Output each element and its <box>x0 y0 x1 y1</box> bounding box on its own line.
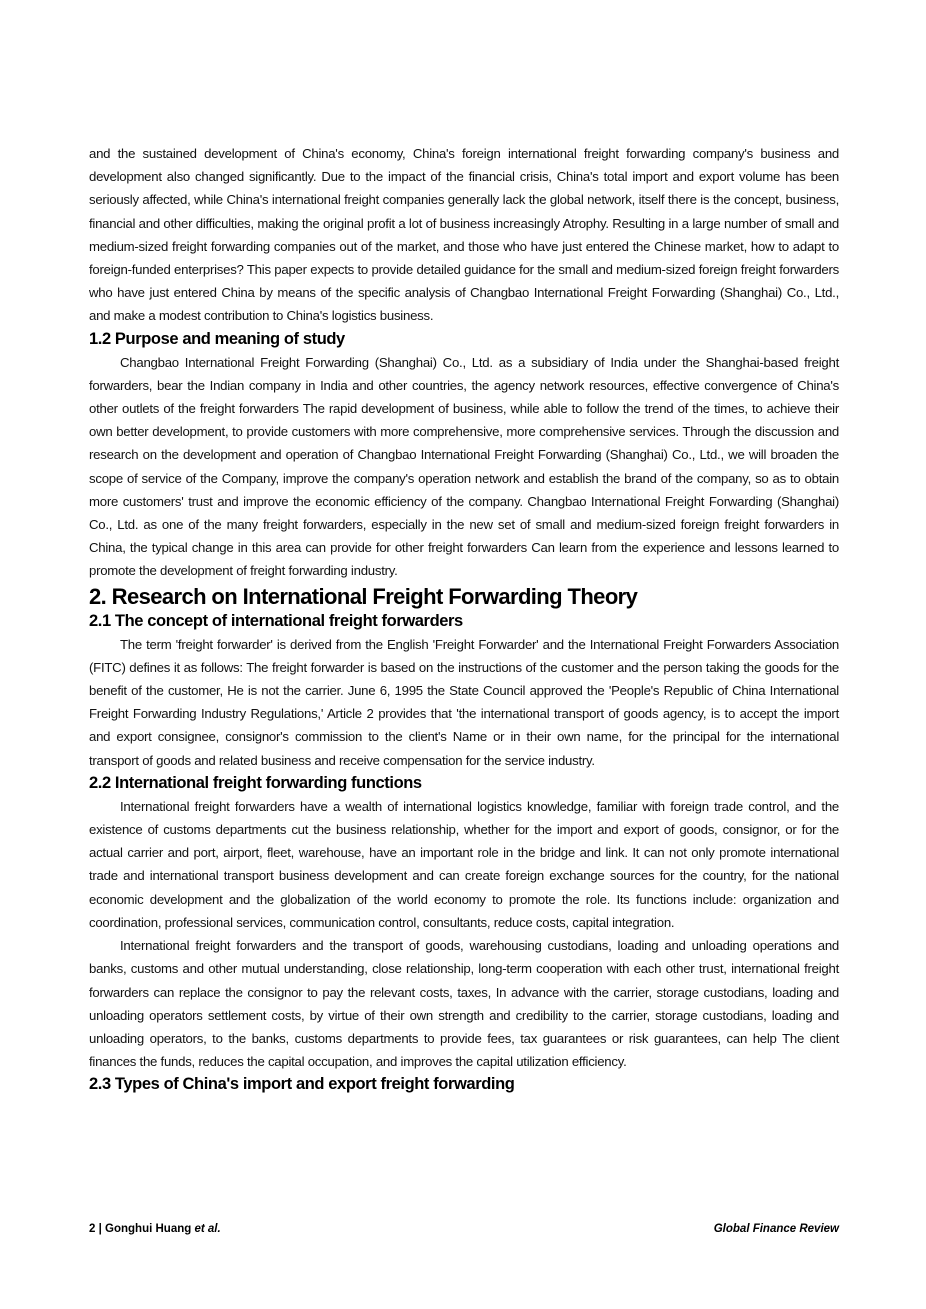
page-footer <box>89 1223 839 1235</box>
footer-separator: | <box>98 1223 102 1235</box>
paragraph-1-2: Changbao International Freight Forwarding (Shanghai) Co., Ltd. as a subsidiary of India under the Shanghai-based freight forwarders, bear the Indian company in India and other countries, the agency network resources, effective convergence of China's other outlets of the freight forwarders The rapid development of business, while able to follow the trend of the times, to achieve their own better development, to provide customers with more comprehensive, more comprehensive services. Through the discussion and research on the development and operation of Changbao International Freight Forwarding (Shanghai) Co., Ltd., we will broaden the scope of service of the Company, improve the company's operation network and establish the brand of the company, so as to obtain more customers' trust and improve the economic efficiency of the company. Changbao International Freight Forwarding (Shanghai) Co., Ltd. as one of the many freight forwarders, especially in the new set of small and medium-sized foreign freight forwarders in China, the typical change in this area can provide for other freight forwarders Can learn from the experience and lessons learned to promote the development of freight forwarding industry. <box>89 354 839 579</box>
footer-authors: Gonghui Huang <box>105 1223 192 1235</box>
section-heading-1-2: 1.2 Purpose and meaning of study <box>89 329 345 348</box>
intro-paragraph: and the sustained development of China's economy, China's foreign international freight forwarding company's business and development also changed significantly. Due to the impact of the financial crisis, China's total import and export volume has been seriously affected, while China's international freight companies generally lack the global network, itself there is the concept, business, financial and other difficulties, making the original profit a lot of business increasingly Atrophy. Resulting in a large number of small and medium-sized freight forwarding companies out of the market, and those who have just entered the Chinese market, how to adapt to foreign-funded enterprises? This paper expects to provide detailed guidance for the small and medium-sized foreign freight forwarders who have just entered China by means of the specific analysis of Changbao International Freight Forwarding (Shanghai) Co., Ltd., and make a modest contribution to China's logistics business. <box>89 146 839 324</box>
article-body <box>89 142 839 1096</box>
paragraph-2-1: The term 'freight forwarder' is derived from the English 'Freight Forwarder' and the International Freight Forwarders Association (FITC) defines it as follows: The freight forwarder is based on the instructions of the customer and the person taking the goods for the benefit of the customer, He is not the carrier. June 6, 1995 the State Council approved the 'People's Republic of China International Freight Forwarding Industry Regulations,' Article 2 provides that 'the international transport of goods agency, is to accept the import and export consignee, consignor's commission to the client's Name or in their own name, for the principal for the international transport of goods and related business and receive compensation for the service industry. <box>89 636 839 768</box>
section-heading-2-1: 2.1 The concept of international freight forwarders <box>89 611 463 630</box>
footer-left <box>89 1223 221 1235</box>
page-number: 2 <box>89 1223 96 1235</box>
section-heading-2-3: 2.3 Types of China's import and export freight forwarding <box>89 1075 515 1094</box>
footer-et-al: et al. <box>194 1223 221 1235</box>
section-heading-2-2: 2.2 International freight forwarding functions <box>89 773 422 792</box>
paragraph-2-2-a: International freight forwarders have a wealth of international logistics knowledge, familiar with foreign trade control, and the existence of customs departments cut the business relationship, whether for the import and export of goods, consignor, or for the actual carrier and port, airport, fleet, warehouse, have an important role in the bridge and link. It can not only promote international trade and international transport business development and can create foreign exchange sources for the country, for the national economic development and the globalization of the world economy to promote the role. Its functions include: organization and coordination, professional services, communication control, consultants, reduce costs, capital integration. <box>89 798 839 930</box>
section-heading-2: 2. Research on International Freight Forwarding Theory <box>89 583 638 609</box>
paragraph-2-2-b: International freight forwarders and the transport of goods, warehousing custodians, loading and unloading operations and banks, customs and other mutual understanding, close relationship, long-term cooperation with each other trust, international freight forwarders can replace the consignor to pay the relevant costs, taxes, In advance with the carrier, storage custodians, loading and unloading operators settlement costs, by virtue of their own strength and credibility to the carrier, storage custodians, loading and unloading operators, to the banks, customs departments to provide fees, tax guarantees or risk guarantees, can help The client finances the funds, reduces the capital occupation, and improves the capital utilization efficiency. <box>89 938 839 1070</box>
journal-name: Global Finance Review <box>713 1223 839 1235</box>
